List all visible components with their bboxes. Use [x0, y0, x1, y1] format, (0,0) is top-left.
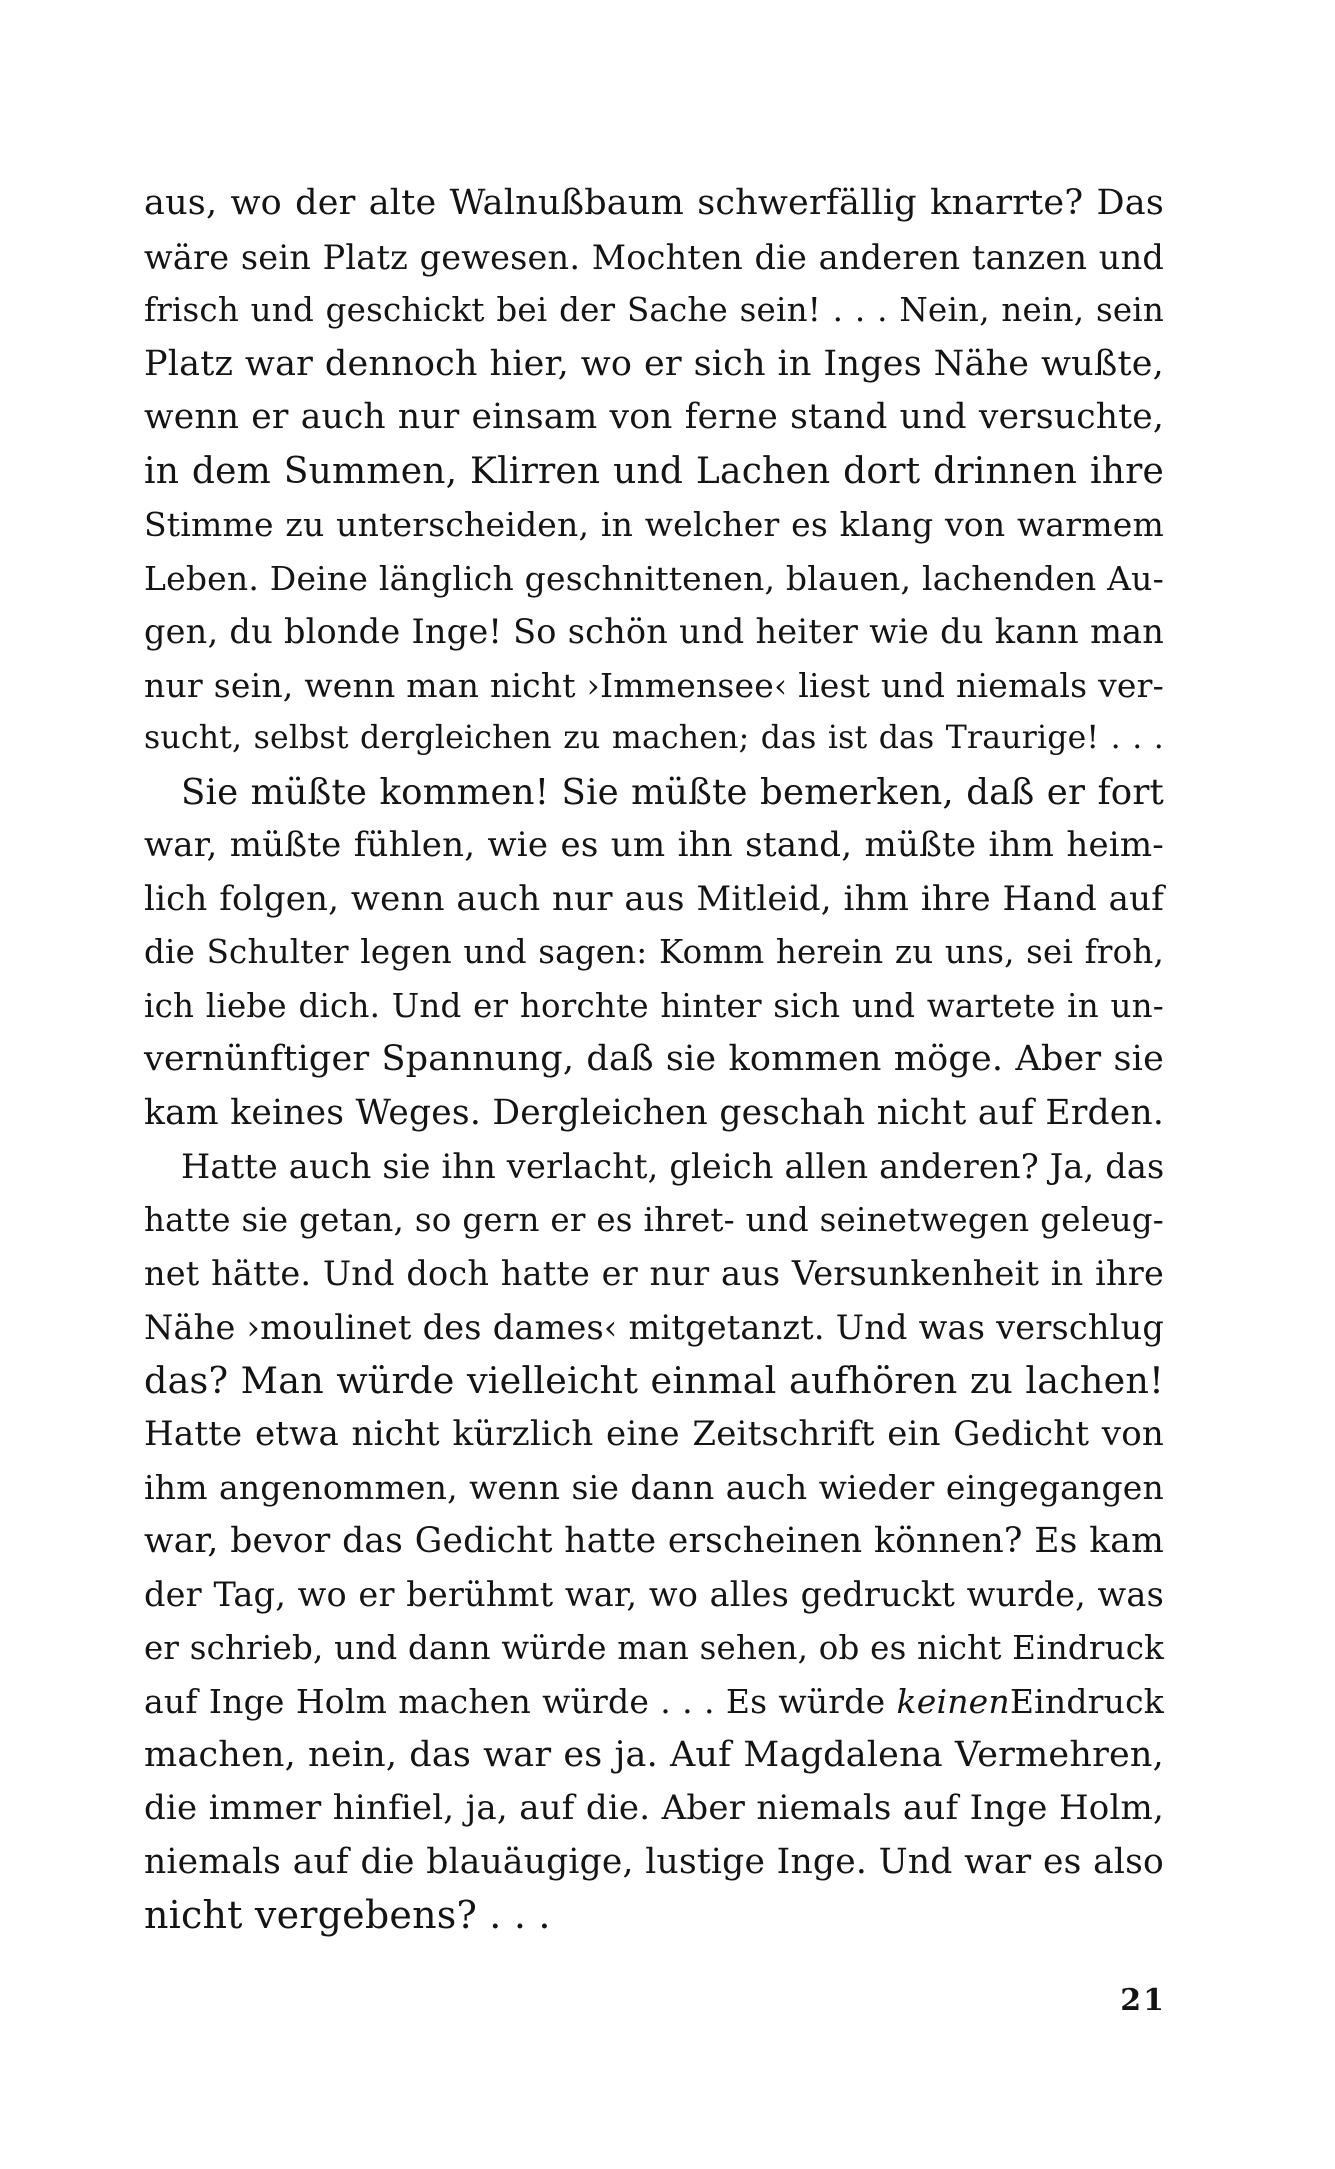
text-line: sucht, selbst dergleichen zu machen; das ist das Traurige! . . .: [144, 720, 1164, 756]
text-line: Hatte etwa nicht kürzlich eine Zeitschrift ein Gedicht von: [144, 1413, 1164, 1454]
body-text: [144, 177, 1164, 1943]
text-line: die immer hinfiel, ja, auf die. Aber niemals auf Inge Holm,: [144, 1788, 1164, 1828]
text-line: Platz war dennoch hier, wo er sich in Inges Nähe wußte,: [144, 343, 1164, 384]
text-line: war, müßte fühlen, wie es um ihn stand, müßte ihm heim-: [144, 825, 1164, 865]
text-line: der Tag, wo er berühmt war, wo alles gedruckt wurde, was: [144, 1575, 1164, 1614]
text-line-with-emphasis: [144, 1675, 1164, 1729]
text-line: nur sein, wenn man nicht ›Immensee‹ liest und niemals ver-: [144, 665, 1164, 705]
text-line: wenn er auch nur einsam von ferne stand und versuchte,: [144, 397, 1164, 437]
text-line: in dem Summen, Klirren und Lachen dort drinnen ihre: [144, 450, 1164, 492]
text-line: Nähe ›moulinet des dames‹ mitgetanzt. Und was verschlug: [144, 1307, 1164, 1347]
text-line: lich folgen, wenn auch nur aus Mitleid, ihm ihre Hand auf: [144, 878, 1164, 919]
text-line: nicht vergebens? . . .: [144, 1893, 551, 1937]
text-line: kam keines Weges. Dergleichen geschah nicht auf Erden.: [144, 1092, 1164, 1133]
emphasized-word: keinen: [896, 1682, 1010, 1721]
line-text: auf Inge Holm machen würde . . . Es würde: [144, 1682, 886, 1721]
text-line: vernünftiger Spannung, daß sie kommen möge. Aber sie: [144, 1039, 1164, 1079]
page-number: 21: [1120, 1983, 1166, 2018]
paragraph-start-line: Hatte auch sie ihn verlacht, gleich allen anderen? Ja, das: [181, 1147, 1165, 1186]
text-line: er schrieb, und dann würde man sehen, ob es nicht Eindruck: [144, 1628, 1164, 1667]
text-line: das? Man würde vielleicht einmal aufhören zu lachen!: [144, 1359, 1164, 1402]
text-line: gen, du blonde Inge! So schön und heiter wie du kann man: [144, 612, 1164, 651]
text-line: wäre sein Platz gewesen. Mochten die anderen tanzen und: [144, 237, 1164, 277]
text-line: Stimme zu unterscheiden, in welcher es klang von warmem: [144, 505, 1164, 544]
text-line: Leben. Deine länglich geschnittenen, blauen, lachenden Au-: [144, 558, 1164, 598]
text-line: hatte sie getan, so gern er es ihret- und seinetwegen geleug-: [144, 1200, 1164, 1239]
paragraph-start-line: Sie müßte kommen! Sie müßte bemerken, daß er fort: [181, 771, 1164, 813]
line-text-after-emphasis: Eindruck: [1009, 1682, 1164, 1721]
text-line: ihm angenommen, wenn sie dann auch wieder eingegangen: [144, 1468, 1164, 1507]
text-line: war, bevor das Gedicht hatte erscheinen können? Es kam: [144, 1520, 1164, 1561]
text-line: ich liebe dich. Und er horchte hinter sich und wartete in un-: [144, 986, 1164, 1025]
text-line: die Schulter legen und sagen: Komm herein zu uns, sei froh,: [144, 933, 1164, 971]
text-line: machen, nein, das war es ja. Auf Magdalena Vermehren,: [144, 1734, 1164, 1775]
text-line: aus, wo der alte Walnußbaum schwerfällig knarrte? Das: [144, 183, 1164, 223]
text-line: net hätte. Und doch hatte er nur aus Versunkenheit in ihre: [144, 1254, 1164, 1293]
text-line: niemals auf die blauäugige, lustige Inge. Und war es also: [144, 1841, 1164, 1882]
text-line: frisch und geschickt bei der Sache sein! . . . Nein, nein, sein: [144, 291, 1164, 329]
